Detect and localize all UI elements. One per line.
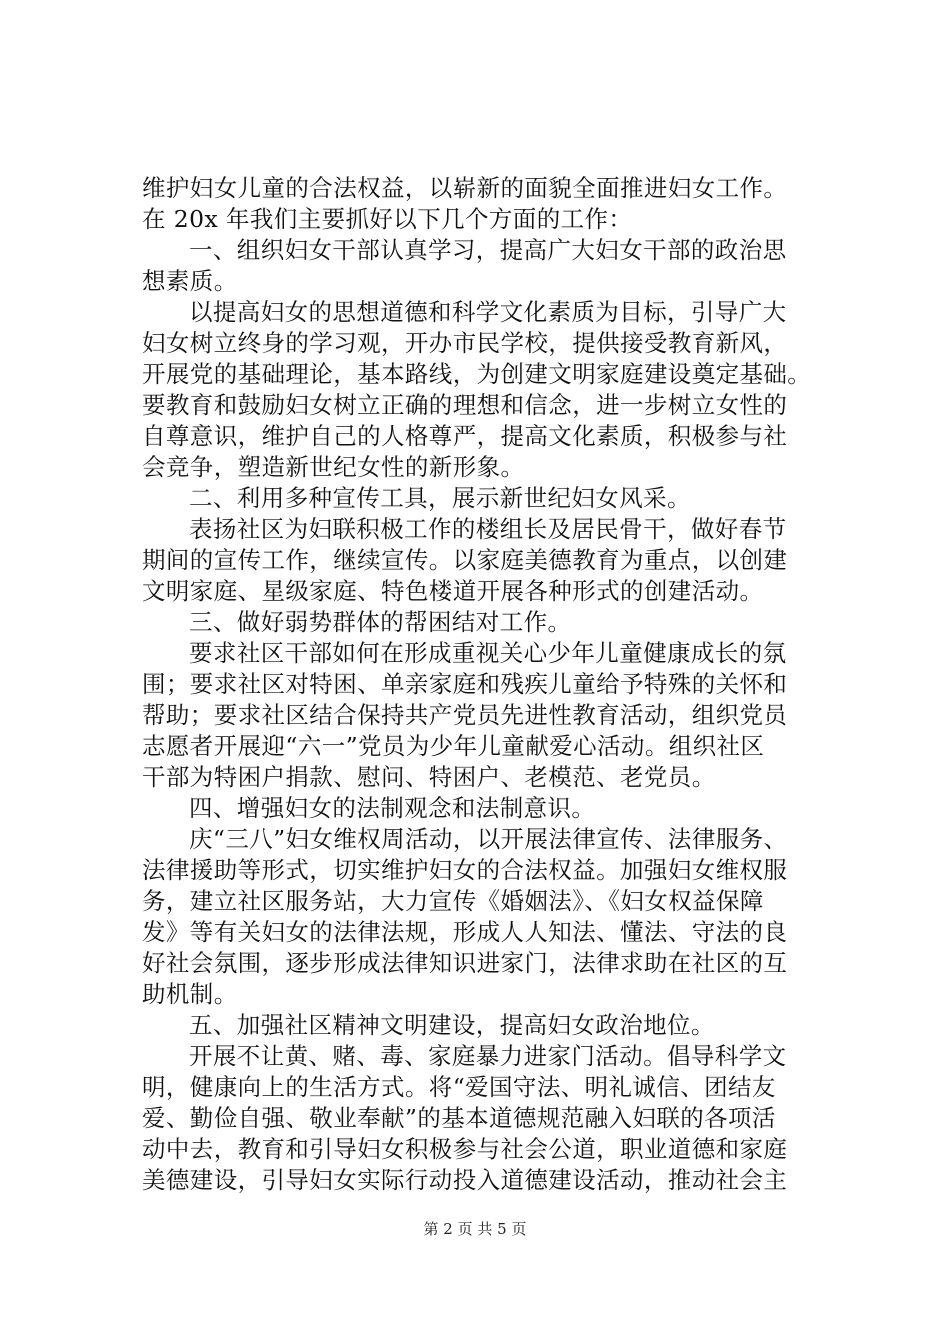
text-line: 动中去，教育和引导妇女积极参与社会公道，职业道德和家庭: [142, 1135, 788, 1163]
text-line: 自尊意识，维护自己的人格尊严，提高文化素质，积极参与社: [142, 422, 788, 450]
text-line: 文明家庭、星级家庭、特色楼道开展各种形式的创建活动。: [142, 577, 764, 605]
text-line: 好社会氛围，逐步形成法律知识进家门，法律求助在社区的互: [142, 949, 788, 977]
text-line: 志愿者开展迎“六一”党员为少年儿童献爱心活动。组织社区: [142, 732, 765, 760]
text-line: 一、组织妇女干部认真学习，提高广大妇女干部的政治思: [189, 236, 787, 264]
text-line: 表扬社区为妇联积极工作的楼组长及居民骨干，做好春节: [189, 515, 787, 543]
text-line: 法律援助等形式，切实维护妇女的合法权益。加强妇女维权服: [142, 856, 788, 884]
text-line: 三、做好弱势群体的帮困结对工作。: [189, 608, 572, 636]
text-line: 维护妇女儿童的合法权益，以崭新的面貌全面推进妇女工作。: [142, 174, 788, 202]
text-line: 开展党的基础理论，基本路线，为创建文明家庭建设奠定基础。: [142, 360, 812, 388]
text-line: 会竞争，塑造新世纪女性的新形象。: [142, 453, 525, 481]
text-line: 助机制。: [142, 980, 238, 1008]
text-line: 务，建立社区服务站，大力宣传《婚姻法》、《妇女权益保障: [142, 887, 764, 915]
text-line: 发》等有关妇女的法律法规，形成人人知法、懂法、守法的良: [142, 918, 788, 946]
text-line: 在 20x 年我们主要抓好以下几个方面的工作：: [142, 205, 633, 233]
page-footer: 第 2 页 共 5 页: [423, 1220, 527, 1238]
text-line: 开展不让黄、赌、毒、家庭暴力进家门活动。倡导科学文: [189, 1042, 787, 1070]
text-line: 二、利用多种宣传工具，展示新世纪妇女风采。: [189, 484, 691, 512]
text-line: 爱、勤俭自强、敬业奉献”的基本道德规范融入妇联的各项活: [142, 1104, 776, 1132]
text-line: 干部为特困户捐款、慰问、特困户、老模范、老党员。: [142, 763, 716, 791]
text-line: 以提高妇女的思想道德和科学文化素质为目标，引导广大: [189, 298, 787, 326]
text-line: 期间的宣传工作，继续宣传。以家庭美德教育为重点，以创建: [142, 546, 788, 574]
text-line: 要求社区干部如何在形成重视关心少年儿童健康成长的氛: [189, 639, 787, 667]
document-body: [142, 173, 832, 1196]
text-line: 妇女树立终身的学习观，开办市民学校，提供接受教育新风，: [142, 329, 788, 357]
text-line: 要教育和鼓励妇女树立正确的理想和信念，进一步树立女性的: [142, 391, 788, 419]
text-line: 五、加强社区精神文明建设，提高妇女政治地位。: [189, 1011, 715, 1039]
text-line: 美德建设，引导妇女实际行动投入道德建设活动，推动社会主: [142, 1166, 788, 1194]
text-line: 围；要求社区对特困、单亲家庭和残疾儿童给予特殊的关怀和: [142, 670, 788, 698]
text-line: 想素质。: [142, 267, 238, 295]
text-line: 四、增强妇女的法制观念和法制意识。: [189, 794, 596, 822]
text-line: 庆“三八”妇女维权周活动，以开展法律宣传、法律服务、: [189, 825, 788, 853]
text-line: 明，健康向上的生活方式。将“爱国守法、明礼诚信、团结友: [142, 1073, 776, 1101]
text-line: 帮助；要求社区结合保持共产党员先进性教育活动，组织党员: [142, 701, 788, 729]
